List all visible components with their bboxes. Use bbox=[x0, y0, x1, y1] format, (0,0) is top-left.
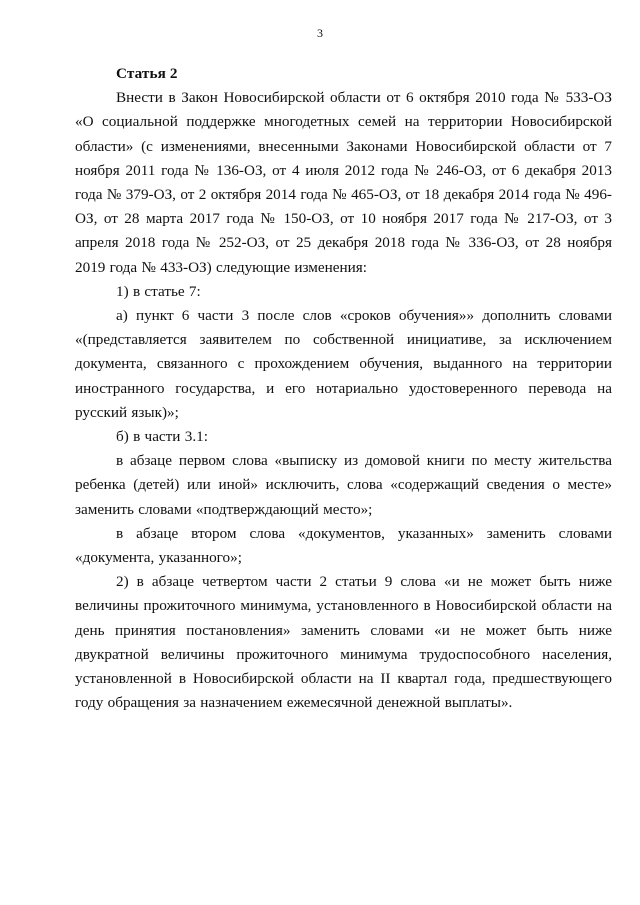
paragraph-item-1b-first: в абзаце первом слова «выписку из домовой книги по месту жительства ребенка (детей) или иной» исключить, слова «содержащий сведения о месте» заменить словами «подтверждающий место»; bbox=[75, 452, 612, 518]
article-heading: Статья 2 bbox=[116, 65, 178, 82]
page-number: 3 bbox=[317, 26, 323, 40]
paragraph-item-1a: а) пункт 6 части 3 после слов «сроков обучения»» дополнить словами «(представляется заявителем по собственной инициативе, за исключением документа, связанного с прохождением обучения, выданного на территории иностранного государства, и его нотариально удостоверенного перевода на русский язык)»; bbox=[75, 307, 612, 421]
paragraph-item-1b: б) в части 3.1: bbox=[116, 428, 208, 446]
document-body bbox=[75, 62, 612, 715]
paragraph-item-1b-second: в абзаце втором слова «документов, указанных» заменить словами «документа, указанного»; bbox=[75, 524, 612, 567]
paragraph-item-2: 2) в абзаце четвертом части 2 статьи 9 слова «и не может быть ниже величины прожиточного минимума, установленного в Новосибирской области на день принятия постановления» заменить словами «и не может быть ниже двукратной величины прожиточного минимума трудоспособного населения, установленной в Новосибирской области на II квартал года, предшествующего году обращения за назначением ежемесячной денежной выплаты». bbox=[75, 573, 612, 712]
paragraph-item-1: 1) в статье 7: bbox=[116, 282, 201, 300]
paragraph-intro: Внести в Закон Новосибирской области от 6 октября 2010 года № 533-ОЗ «О социальной поддержке многодетных семей на территории Новосибирской области» (с изменениями, внесенными Законами Новосибирской области от 7 ноября 2011 года № 136-ОЗ, от 4 июля 2012 года № 246-ОЗ, от 6 декабря 2013 года № 379-ОЗ, от 2 октября 2014 года № 465-ОЗ, от 18 декабря 2014 года № 496-ОЗ, от 28 марта 2017 года № 150-ОЗ, от 10 ноября 2017 года № 217-ОЗ, от 3 апреля 2018 года № 252-ОЗ, от 25 декабря 2018 года № 336-ОЗ, от 28 ноября 2019 года № 433-ОЗ) следующие изменения: bbox=[75, 89, 612, 276]
